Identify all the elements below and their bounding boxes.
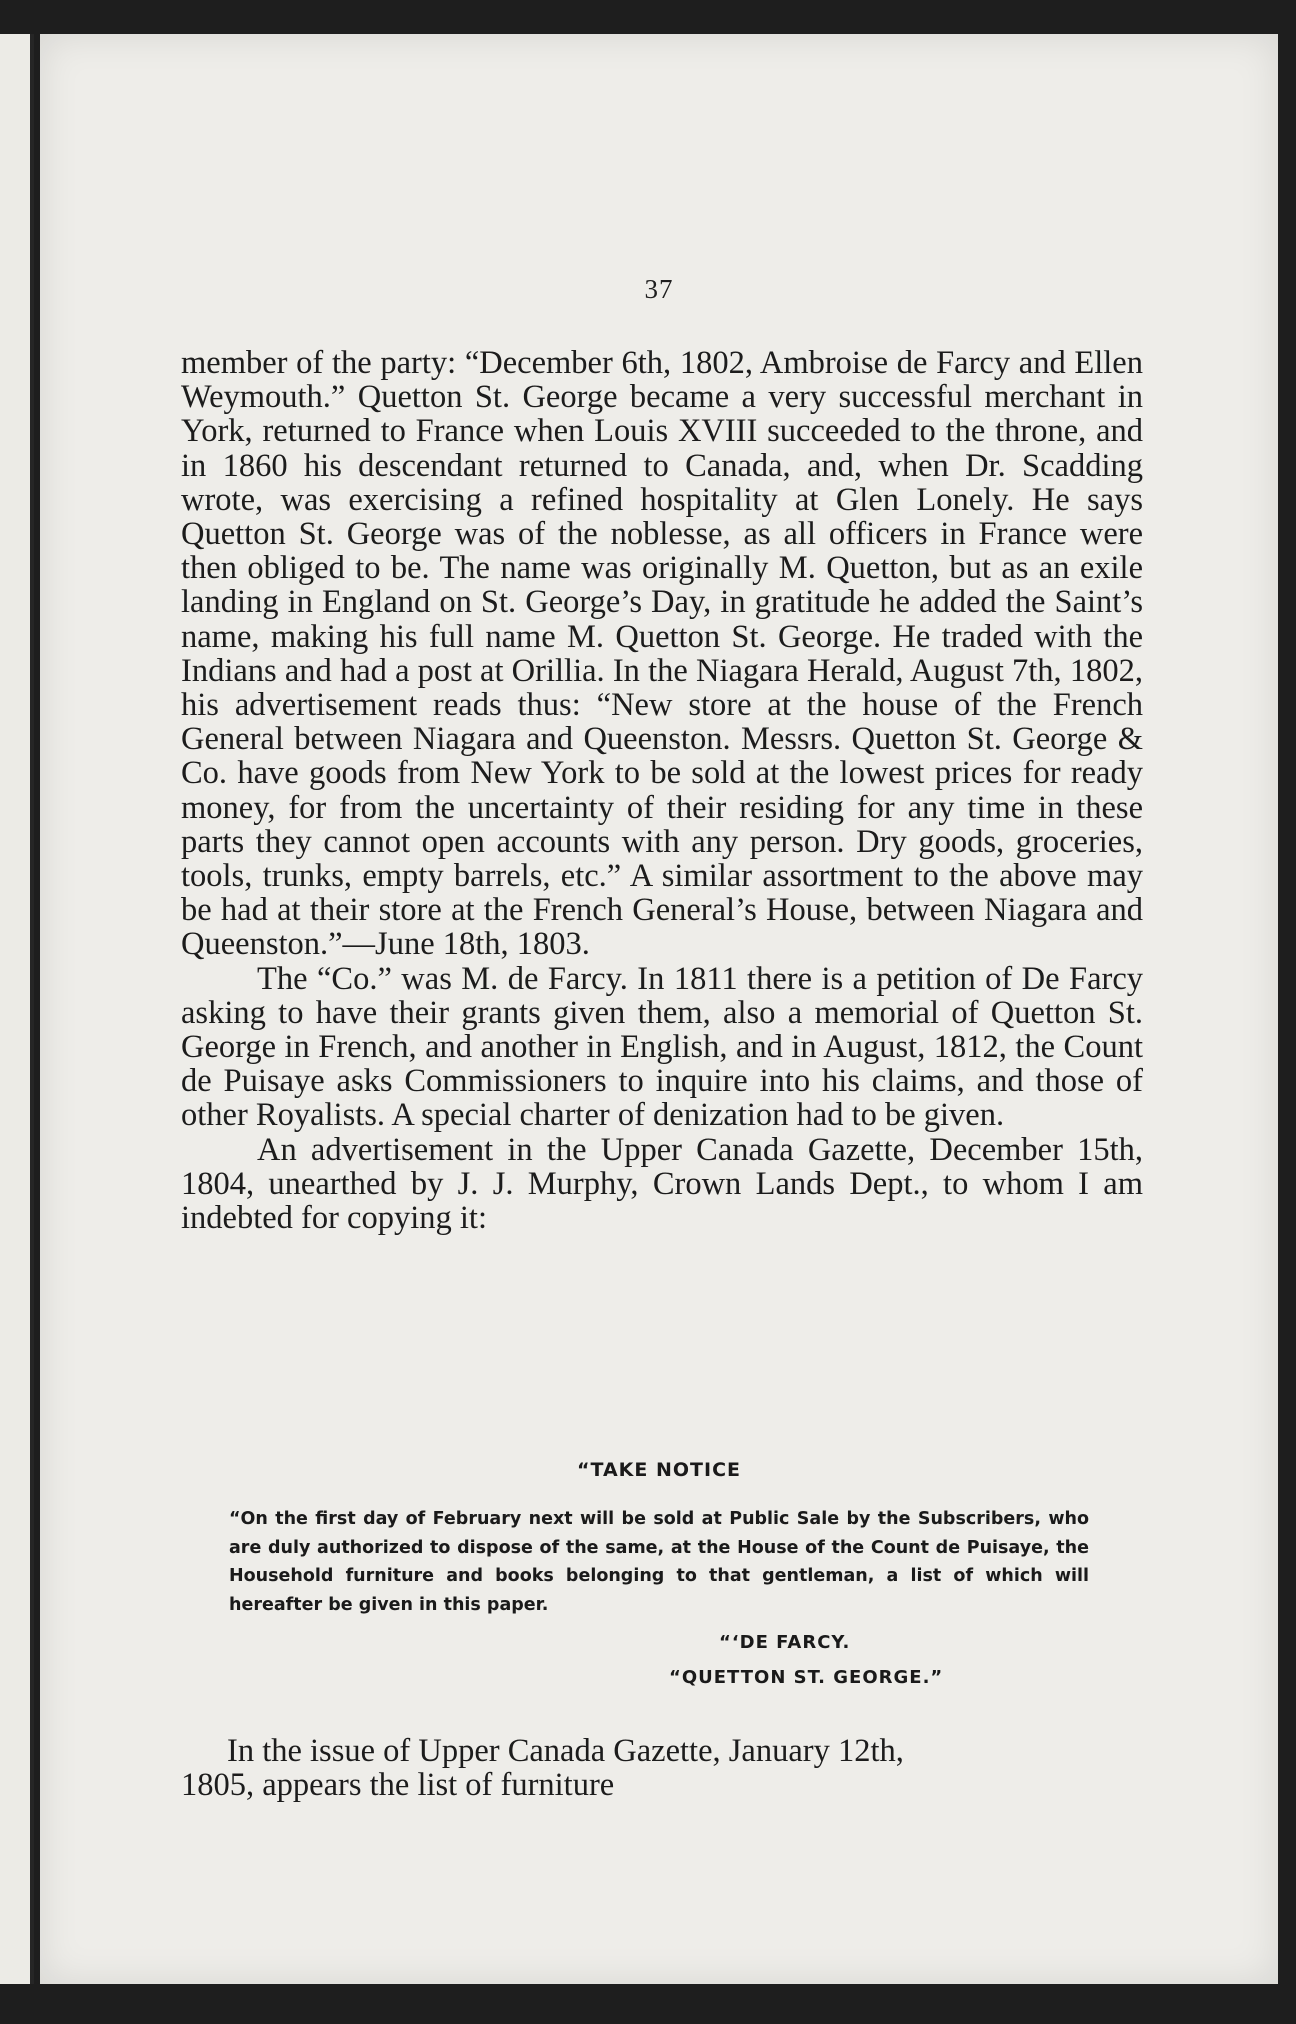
paragraph-continued: member of the party: “December 6th, 1802, Ambroise de Farcy and Ellen Weymouth.” Quetton St. George became a very successful merchant in York, returned to France when Louis XVIII succeeded to the throne, and in 1860 his descendant returned to Canada, and, when Dr. Scadding wrote, was exercising a refined hospitality at Glen Lonely. He says Quetton St. George was of the noblesse, as all officers in France were then obliged to be. The name was originally M. Quetton, but as an exile landing in England on St. George’s Day, in gratitude he added the Saint’s name, making his full name M. Quetton St. George. He traded with the Indians and had a post at Orillia. In the Niagara Herald, August 7th, 1802, his advertisement reads thus: “New store at the house of the French General between Niagara and Queenston. Messrs. Quetton St. George & Co. have goods from New York to be sold at the lowest prices for ready money, for from the uncertainty of their residing for any time in these parts they cannot open accounts with any person. Dry goods, groceries, tools, trunks, empty barrels, etc.” A similar assortment to the above may be had at their store at the French General’s House, between Niagara and Queenston.”—June 18th, 1803. bbox=[181, 345, 1143, 963]
notice-signature-quetton: “QUETTON ST. GEORGE.” bbox=[669, 1667, 944, 1688]
closing-paragraph bbox=[181, 1733, 1143, 1804]
notice-heading: “TAKE NOTICE bbox=[577, 1459, 741, 1481]
previous-page-edge bbox=[0, 34, 34, 1984]
closing-line-2: 1805, appears the list of furniture bbox=[181, 1767, 615, 1804]
main-text bbox=[181, 346, 1143, 1235]
book-page bbox=[40, 34, 1278, 1984]
paragraph-co: The “Co.” was M. de Farcy. In 1811 there is a petition of De Farcy asking to have their grants given them, also a memorial of Quetton St. George in French, and another in English, and in August, 1812, the Count de Puisaye asks Commissioners to inquire into his claims, and those of other Royalists. A special charter of denization had to be given. bbox=[181, 960, 1143, 1134]
paragraph-advertisement: An advertisement in the Upper Canada Gazette, December 15th, 1804, unearthed by J. J. Murphy, Crown Lands Dept., to whom I am indebted for copying it: bbox=[181, 1131, 1143, 1237]
take-notice-quote bbox=[229, 1459, 1089, 1693]
page-number: 37 bbox=[644, 274, 674, 304]
notice-signature-de-farcy: “‘DE FARCY. bbox=[719, 1632, 851, 1653]
notice-body: “On the first day of February next will be sold at Public Sale by the Subscribers, who are duly authorized to dispose of the same, at the House of the Count de Puisaye, the Household furniture and books belonging to that gentleman, a list of which will hereafter be given in this paper. bbox=[229, 1509, 1089, 1615]
closing-line-1: In the issue of Upper Canada Gazette, January 12th, bbox=[227, 1733, 904, 1769]
